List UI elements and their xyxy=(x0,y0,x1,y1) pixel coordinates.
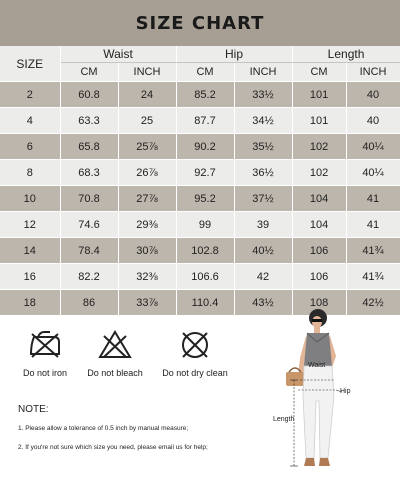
measure-cell: 35½ xyxy=(234,134,292,160)
table-row xyxy=(0,108,400,134)
unit-header: INCH xyxy=(118,63,176,82)
unit-header: CM xyxy=(60,63,118,82)
length-header: Length xyxy=(292,46,400,63)
measure-cell: 43½ xyxy=(234,290,292,316)
size-cell: 12 xyxy=(0,212,60,238)
measure-cell: 95.2 xyxy=(176,186,234,212)
measure-cell: 85.2 xyxy=(176,82,234,108)
measure-cell: 41¾ xyxy=(346,238,400,264)
care-label: Do not dry clean xyxy=(162,368,228,378)
notes-section xyxy=(18,404,288,463)
measure-cell: 68.3 xyxy=(60,160,118,186)
measure-cell: 39 xyxy=(234,212,292,238)
table-row xyxy=(0,186,400,212)
measure-cell: 40 xyxy=(346,108,400,134)
measure-cell: 36½ xyxy=(234,160,292,186)
size-cell: 4 xyxy=(0,108,60,134)
measure-cell: 41 xyxy=(346,212,400,238)
size-cell: 16 xyxy=(0,264,60,290)
header-group-row xyxy=(0,46,400,63)
size-cell: 2 xyxy=(0,82,60,108)
waist-header: Waist xyxy=(60,46,176,63)
page-title: SIZE CHART xyxy=(135,12,265,34)
measure-cell: 26⅞ xyxy=(118,160,176,186)
measure-cell: 65.8 xyxy=(60,134,118,160)
table-row xyxy=(0,82,400,108)
header-unit-row xyxy=(0,63,400,82)
measure-cell: 25⅞ xyxy=(118,134,176,160)
size-cell: 8 xyxy=(0,160,60,186)
model-illustration xyxy=(270,306,370,486)
size-cell: 18 xyxy=(0,290,60,316)
table-row xyxy=(0,160,400,186)
measure-cell: 30⅞ xyxy=(118,238,176,264)
measure-cell: 102 xyxy=(292,160,346,186)
measure-cell: 41 xyxy=(346,186,400,212)
measure-cell: 108 xyxy=(292,290,346,316)
measure-cell: 70.8 xyxy=(60,186,118,212)
notes-title: NOTE: xyxy=(18,404,49,415)
measure-cell: 42½ xyxy=(346,290,400,316)
no-bleach-icon xyxy=(98,330,132,360)
hip-label: Hip xyxy=(340,388,351,395)
size-chart-table xyxy=(0,46,400,316)
measure-cell: 33⅞ xyxy=(118,290,176,316)
measure-cell: 63.3 xyxy=(60,108,118,134)
measure-cell: 40¼ xyxy=(346,160,400,186)
table-row xyxy=(0,238,400,264)
measure-cell: 25 xyxy=(118,108,176,134)
measure-cell: 29⅜ xyxy=(118,212,176,238)
unit-header: CM xyxy=(176,63,234,82)
table-row xyxy=(0,264,400,290)
measure-cell: 87.7 xyxy=(176,108,234,134)
table-row xyxy=(0,134,400,160)
unit-header: INCH xyxy=(346,63,400,82)
measure-cell: 106.6 xyxy=(176,264,234,290)
unit-header: INCH xyxy=(234,63,292,82)
table-row xyxy=(0,212,400,238)
size-rows xyxy=(0,82,400,316)
measure-cell: 104 xyxy=(292,212,346,238)
measure-cell: 92.7 xyxy=(176,160,234,186)
unit-header: CM xyxy=(292,63,346,82)
care-label: Do not bleach xyxy=(87,368,143,378)
size-cell: 14 xyxy=(0,238,60,264)
length-label: Length xyxy=(273,416,295,423)
care-do-not-dry-clean xyxy=(145,330,245,378)
note-item: 1. Please allow a tolerance of 0.5 inch by manual measure; xyxy=(18,425,189,432)
size-cell: 10 xyxy=(0,186,60,212)
measure-cell: 78.4 xyxy=(60,238,118,264)
measure-cell: 106 xyxy=(292,238,346,264)
measure-cell: 24 xyxy=(118,82,176,108)
measure-cell: 82.2 xyxy=(60,264,118,290)
measure-cell: 32⅜ xyxy=(118,264,176,290)
model-figure xyxy=(270,306,370,486)
measure-cell: 101 xyxy=(292,82,346,108)
measure-cell: 86 xyxy=(60,290,118,316)
note-item: 2. If you're not sure which size you need, please email us for help; xyxy=(18,444,208,451)
care-label: Do not iron xyxy=(22,368,68,378)
measure-cell: 34½ xyxy=(234,108,292,134)
measure-cell: 102.8 xyxy=(176,238,234,264)
measure-cell: 37½ xyxy=(234,186,292,212)
measure-cell: 42 xyxy=(234,264,292,290)
waist-label: Waist xyxy=(308,362,326,369)
measure-cell: 99 xyxy=(176,212,234,238)
no-iron-icon xyxy=(28,330,62,360)
measure-cell: 27⅞ xyxy=(118,186,176,212)
measure-cell: 60.8 xyxy=(60,82,118,108)
measure-cell: 110.4 xyxy=(176,290,234,316)
measure-cell: 40¼ xyxy=(346,134,400,160)
measure-cell: 104 xyxy=(292,186,346,212)
title-bar xyxy=(0,0,400,46)
hip-header: Hip xyxy=(176,46,292,63)
measure-cell: 90.2 xyxy=(176,134,234,160)
size-cell: 6 xyxy=(0,134,60,160)
size-header: SIZE xyxy=(0,46,60,82)
measure-cell: 33½ xyxy=(234,82,292,108)
measure-cell: 40 xyxy=(346,82,400,108)
no-dry-clean-icon xyxy=(178,330,212,360)
measure-cell: 41¾ xyxy=(346,264,400,290)
measure-cell: 40½ xyxy=(234,238,292,264)
measure-cell: 106 xyxy=(292,264,346,290)
measure-cell: 74.6 xyxy=(60,212,118,238)
measure-cell: 101 xyxy=(292,108,346,134)
measure-cell: 102 xyxy=(292,134,346,160)
